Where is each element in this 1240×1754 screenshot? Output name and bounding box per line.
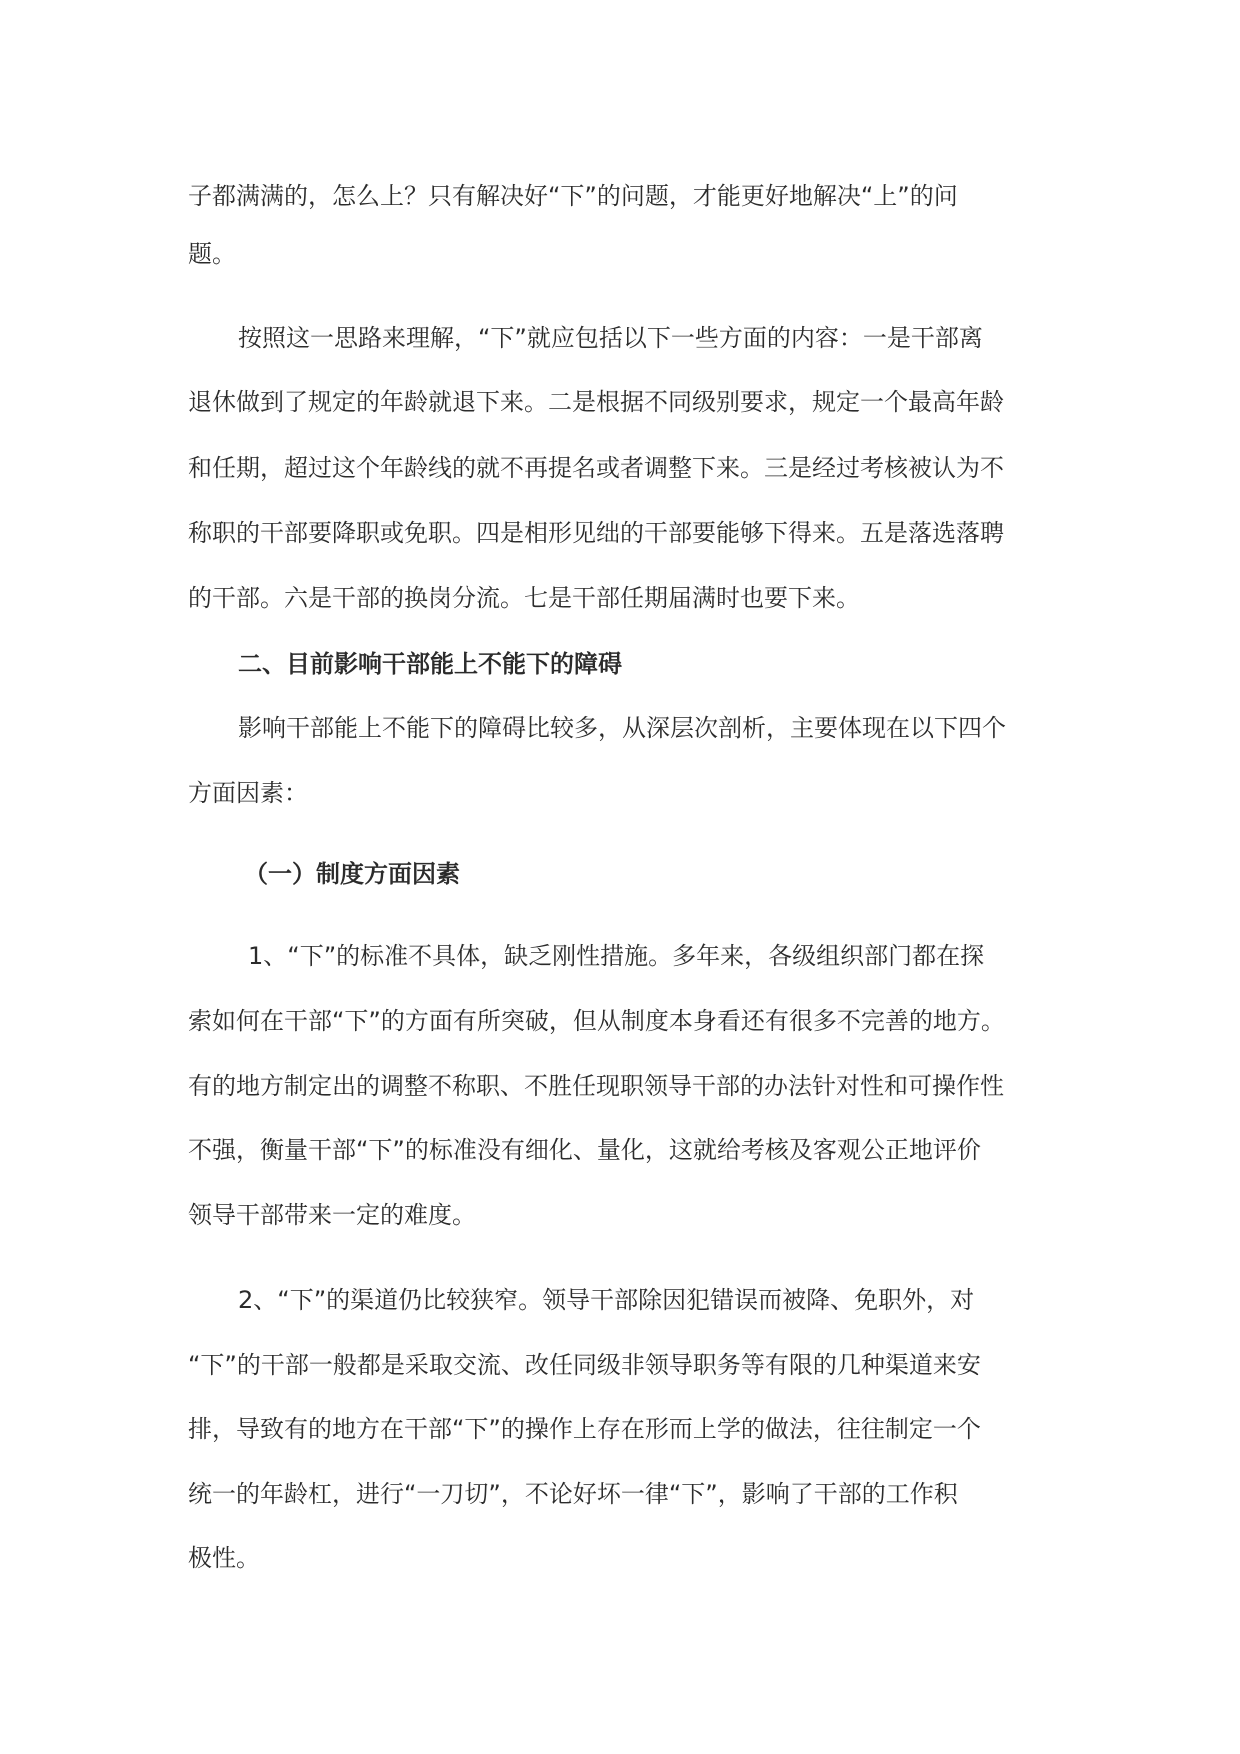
text-line: 领导干部带来一定的难度。 <box>188 1201 476 1229</box>
text-line: 的干部。六是干部的换岗分流。七是干部任期届满时也要下来。 <box>188 584 860 612</box>
text-line: 不强，衡量干部“下”的标准没有细化、量化，这就给考核及客观公正地评价 <box>188 1136 981 1164</box>
text-line: 题。 <box>188 240 236 268</box>
text-line: 索如何在干部“下”的方面有所突破，但从制度本身看还有很多不完善的地方。 <box>188 1007 1005 1035</box>
paragraph-start: 影响干部能上不能下的障碍比较多，从深层次剖析，主要体现在以下四个 <box>238 714 1006 742</box>
paragraph-start: 2、“下”的渠道仍比较狭窄。领导干部除因犯错误而被降、免职外，对 <box>238 1286 975 1314</box>
text-line: 排，导致有的地方在干部“下”的操作上存在形而上学的做法，往往制定一个 <box>188 1415 981 1443</box>
subsection-heading: （一）制度方面因素 <box>244 860 460 888</box>
text-line: 有的地方制定出的调整不称职、不胜任现职领导干部的办法针对性和可操作性 <box>188 1072 1004 1100</box>
text-line: 方面因素： <box>188 779 308 807</box>
paragraph-start: 按照这一思路来理解，“下”就应包括以下一些方面的内容：一是干部离 <box>238 324 983 352</box>
text-line: 退休做到了规定的年龄就退下来。二是根据不同级别要求，规定一个最高年龄 <box>188 388 1004 416</box>
text-line: 统一的年龄杠，进行“一刀切”，不论好坏一律“下”，影响了干部的工作积 <box>188 1480 958 1508</box>
text-line: 和任期，超过这个年龄线的就不再提名或者调整下来。三是经过考核被认为不 <box>188 454 1004 482</box>
text-line: 称职的干部要降职或免职。四是相形见绌的干部要能够下得来。五是落选落聘 <box>188 519 1004 547</box>
text-line: 极性。 <box>188 1544 260 1572</box>
paragraph-start: 1、“下”的标准不具体，缺乏刚性措施。多年来，各级组织部门都在探 <box>248 942 985 970</box>
section-heading: 二、目前影响干部能上不能下的障碍 <box>238 650 622 678</box>
text-line: 子都满满的，怎么上？只有解决好“下”的问题，才能更好地解决“上”的问 <box>188 182 958 210</box>
text-line: “下”的干部一般都是采取交流、改任同级非领导职务等有限的几种渠道来安 <box>188 1351 981 1379</box>
